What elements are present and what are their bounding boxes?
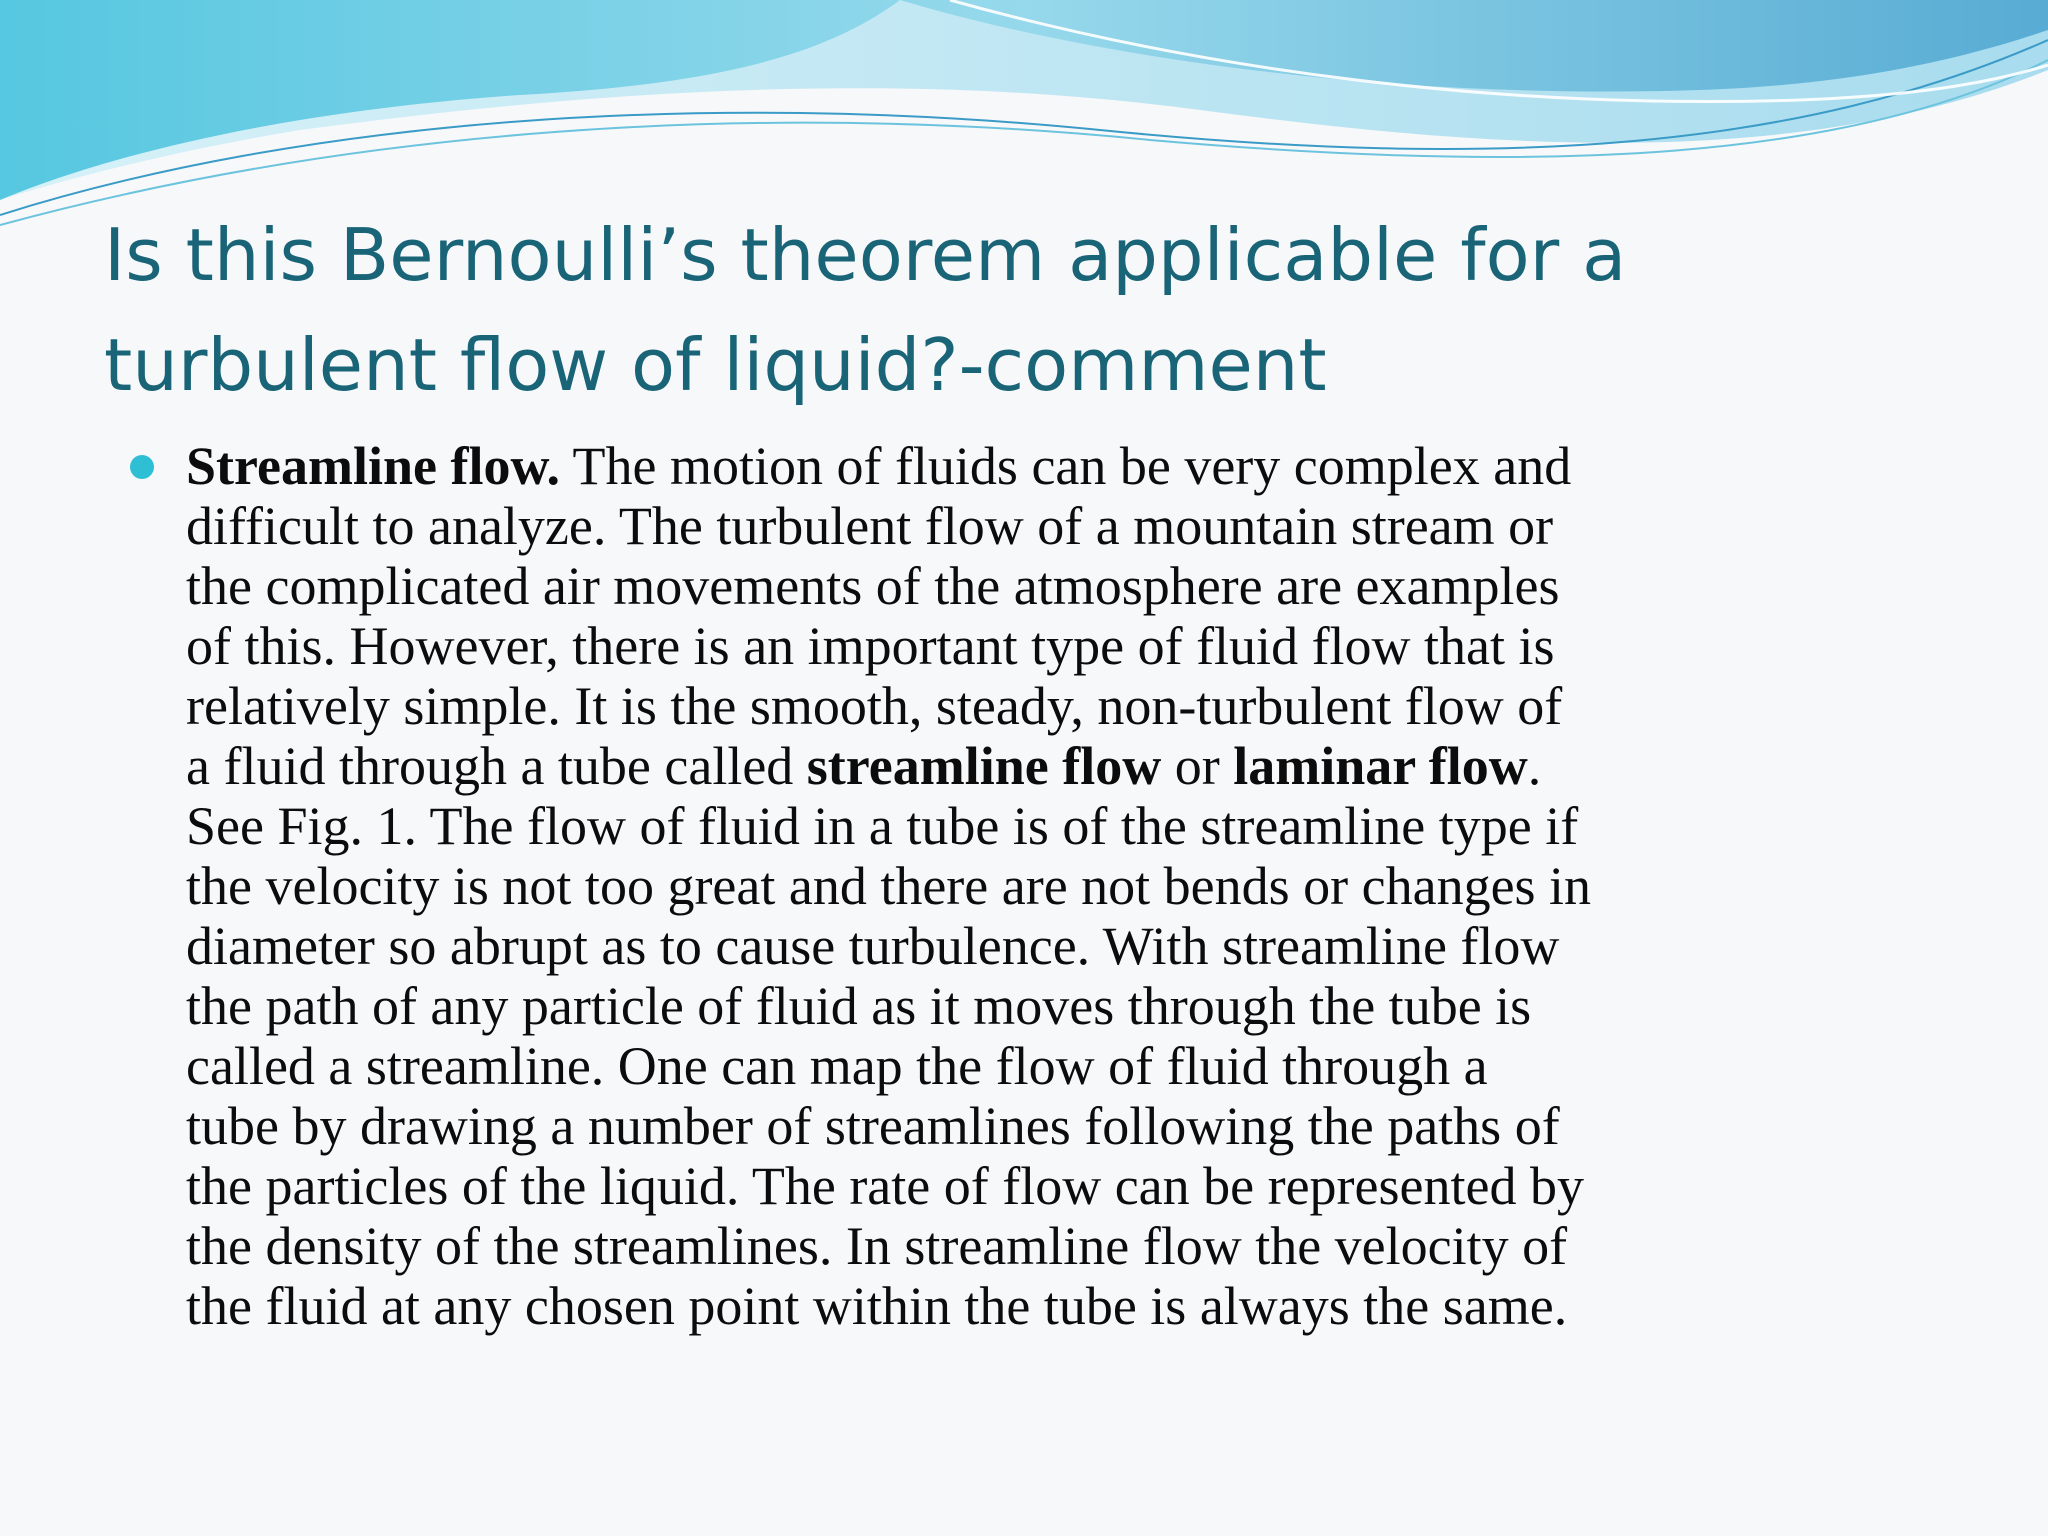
term-streamline-flow-heading: Streamline flow. [186, 436, 560, 496]
paragraph-line [186, 736, 1976, 796]
paragraph-line: the particles of the liquid. The rate of flow can be represented by [186, 1156, 1584, 1216]
paragraph-line: of this. However, there is an important type of fluid flow that is [186, 616, 1555, 676]
paragraph-line: See Fig. 1. The flow of fluid in a tube is of the streamline type if [186, 796, 1579, 856]
paragraph-line: called a streamline. One can map the flow of fluid through a [186, 1036, 1488, 1096]
slide-title-line-2: turbulent flow of liquid?-comment [104, 323, 1327, 407]
paragraph-text: The motion of fluids can be very complex and [559, 436, 1572, 496]
paragraph-line: the complicated air movements of the atmosphere are examples [186, 556, 1560, 616]
term-laminar-flow: laminar flow [1233, 736, 1528, 796]
paragraph-text: . [1527, 736, 1542, 796]
bullet-paragraph [186, 436, 1976, 1336]
slide-body [186, 436, 1976, 1336]
paragraph-line: the path of any particle of fluid as it moves through the tube is [186, 976, 1532, 1036]
term-streamline-flow: streamline flow [806, 736, 1162, 796]
paragraph-line: the fluid at any chosen point within the tube is always the same. [186, 1276, 1568, 1336]
paragraph-line: difficult to analyze. The turbulent flow of a mountain stream or [186, 496, 1554, 556]
bullet-dot-icon [130, 455, 154, 479]
paragraph-line: relatively simple. It is the smooth, steady, non-turbulent flow of [186, 676, 1563, 736]
paragraph-text: a fluid through a tube called [186, 736, 807, 796]
paragraph-line: diameter so abrupt as to cause turbulence. With streamline flow [186, 916, 1560, 976]
paragraph-text: or [1161, 736, 1234, 796]
slide-title-line-1: Is this Bernoulli’s theorem applicable for a [104, 213, 1627, 297]
slide-title [104, 200, 1964, 420]
paragraph-line [186, 436, 1976, 496]
paragraph-line: the density of the streamlines. In streamline flow the velocity of [186, 1216, 1568, 1276]
paragraph-line: tube by drawing a number of streamlines following the paths of [186, 1096, 1560, 1156]
paragraph-line: the velocity is not too great and there are not bends or changes in [186, 856, 1592, 916]
